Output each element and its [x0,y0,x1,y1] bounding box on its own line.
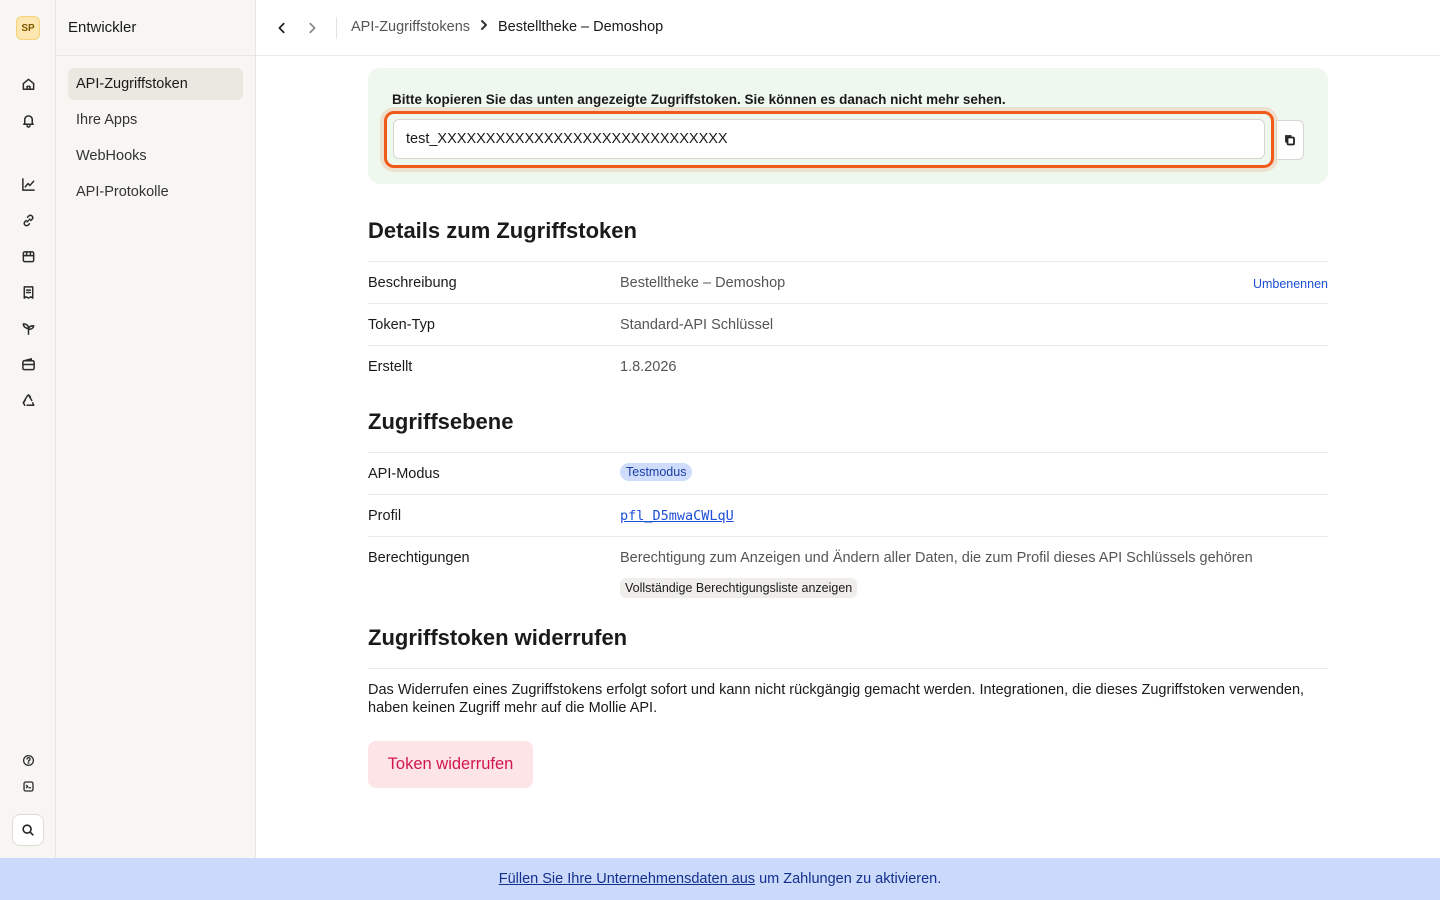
breadcrumb-current: Bestelltheke – Demoshop [498,19,664,35]
sidebar-item-your-apps[interactable]: Ihre Apps [76,112,138,128]
access-row-profile [368,494,1328,536]
access-row-mode [368,452,1328,494]
back-button[interactable] [272,18,292,38]
plant-icon[interactable] [18,318,38,338]
details-row-type [368,303,1328,345]
terminal-icon[interactable] [18,776,38,796]
developer-sidebar [56,0,256,858]
breadcrumb [351,19,663,35]
recycle-icon[interactable] [18,390,38,410]
access-heading: Zugriffsebene [368,409,514,434]
revoke-heading: Zugriffstoken widerrufen [368,625,628,650]
revoke-description: Das Widerrufen eines Zugriffstokens erfolgt sofort und kann nicht rückgängig gemacht werden. Integrationen, die dieses Zugriffstoken verwenden, haben keinen Zugriff mehr auf die Mollie API. [368,682,1305,716]
row-label: Profil [368,508,402,524]
icon-rail [0,0,56,858]
search-icon [21,823,35,837]
banner-text: um Zahlungen zu aktivieren. [755,871,942,887]
divider [336,17,337,39]
chevron-right-icon [470,19,498,35]
access-row-permissions [368,536,1328,602]
wallet-icon[interactable] [18,354,38,374]
store-icon[interactable] [18,246,38,266]
divider [368,668,1328,669]
sidebar-title: Entwickler [68,19,137,36]
help-icon[interactable] [18,750,38,770]
divider [56,55,256,56]
rename-link[interactable]: Umbenennen [1252,277,1328,291]
avatar[interactable]: SP [16,16,40,40]
chevron-left-icon [275,21,289,35]
activation-banner [0,858,1440,900]
chevron-right-icon [305,21,319,35]
token-instruction: Bitte kopieren Sie das unten angezeigte Zugriffstoken. Sie können es danach nicht mehr sehen. [392,92,1006,107]
sidebar-item-api-tokens[interactable]: API-Zugriffstoken [68,68,243,100]
sidebar-item-webhooks[interactable]: WebHooks [76,148,147,164]
description-value: Bestelltheke – Demoshop [620,275,786,291]
row-label: Beschreibung [368,275,457,291]
token-field-highlight [384,111,1274,168]
row-label: Berechtigungen [368,550,470,566]
details-row-description [368,261,1328,303]
token-value-field[interactable]: test_XXXXXXXXXXXXXXXXXXXXXXXXXXXXXX [393,119,1265,159]
details-heading: Details zum Zugriffstoken [368,218,637,243]
revoke-token-button[interactable]: Token widerrufen [368,741,533,788]
row-label: Token-Typ [368,317,435,333]
chart-icon[interactable] [18,174,38,194]
receipt-icon[interactable] [18,282,38,302]
company-details-link[interactable]: Füllen Sie Ihre Unternehmensdaten aus [498,871,756,887]
sidebar-item-api-logs[interactable]: API-Protokolle [76,184,169,200]
top-bar [256,0,1440,56]
breadcrumb-parent[interactable]: API-Zugriffstokens [351,19,471,35]
details-row-created [368,345,1328,387]
show-permissions-button[interactable]: Vollständige Berechtigungsliste anzeigen [620,578,857,598]
token-notice [368,68,1328,184]
type-value: Standard-API Schlüssel [620,317,774,333]
bell-icon[interactable] [18,110,38,130]
status-badge: Testmodus [620,463,692,481]
copy-button[interactable] [1276,120,1304,160]
created-value: 1.8.2026 [620,359,677,375]
link-icon[interactable] [18,210,38,230]
profile-link[interactable]: pfl_D5mwaCWLqU [620,508,734,524]
permissions-value: Berechtigung zum Anzeigen und Ändern aller Daten, die zum Profil dieses API Schlüssels gehören [620,550,1253,566]
home-icon[interactable] [18,74,38,94]
copy-icon [1284,134,1296,146]
forward-button[interactable] [302,18,322,38]
row-label: API-Modus [368,466,440,482]
search-button[interactable] [12,814,44,846]
row-label: Erstellt [368,359,413,375]
